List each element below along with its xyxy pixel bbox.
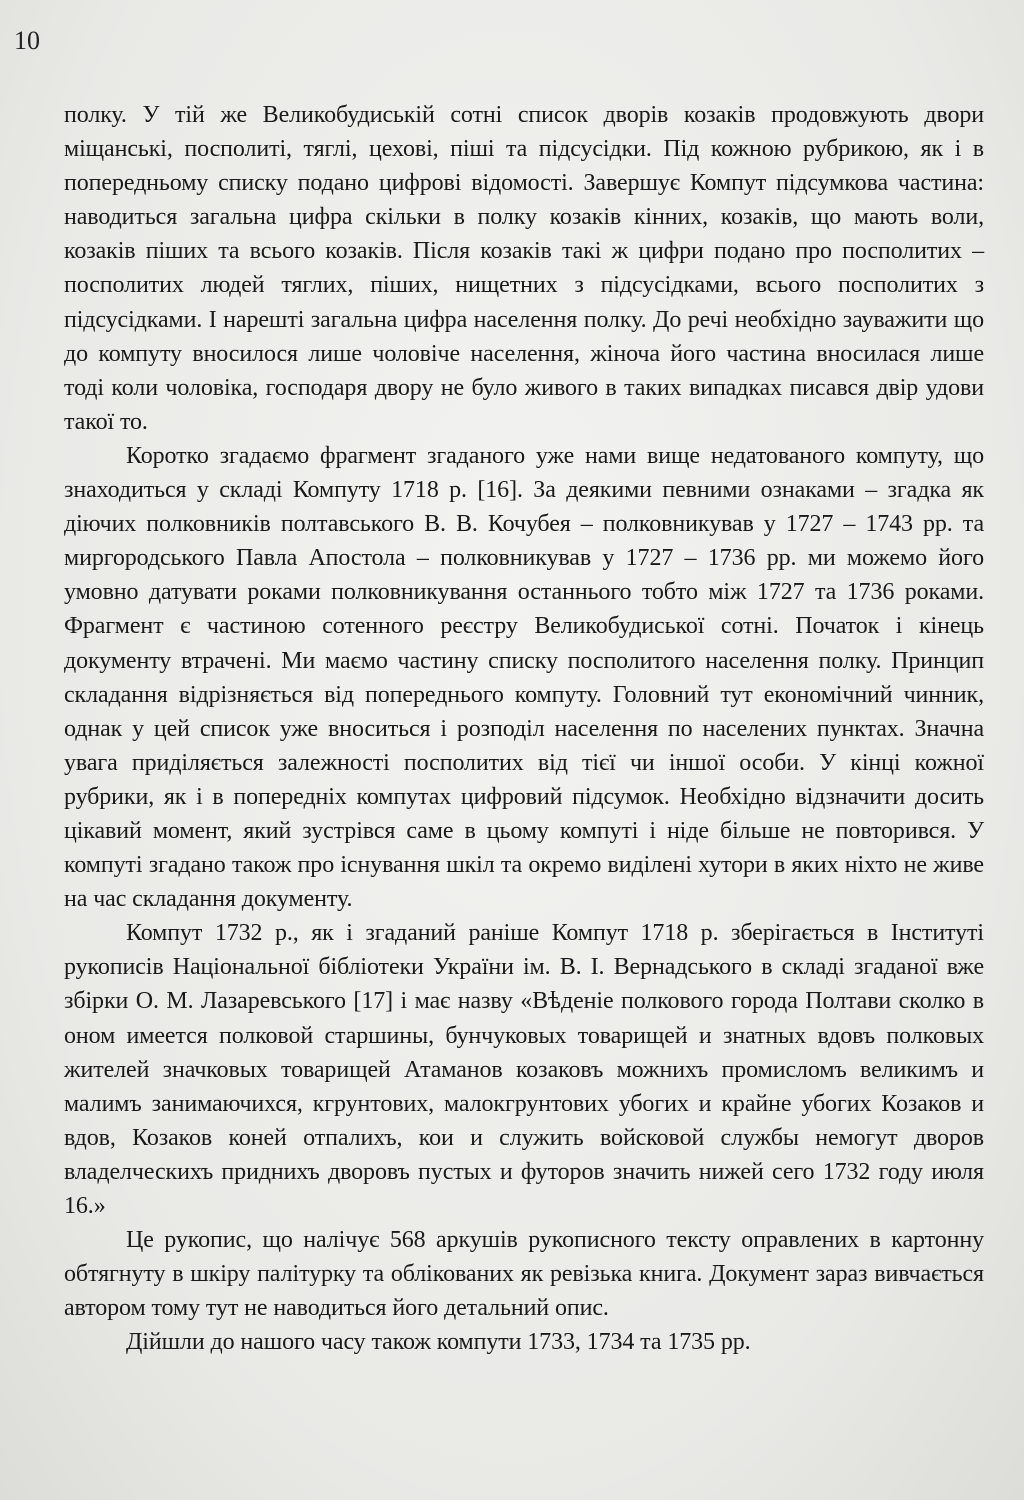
paragraph-1: полку. У тій же Великобудиській сотні список дворів козаків продовжують двори міщанські, посполиті, тяглі, цехові, піші та підсусідки. Під кожною рубрикою, як і в попередньому списку подано цифрові відомості. Завершує Компут підсумкова частина: наводиться загальна цифра скільки в полку козаків кінних, козаків, що мають воли, козаків піших та всього козаків. Після козаків такі ж цифри подано про посполитих – посполитих людей тяглих, піших, нищетних з підсусідками, всього посполитих з підсусідками. І нарешті загальна цифра населення полку. До речі необхідно зауважити що до компуту вносилося лише чоловіче населення, жіноча його частина вносилася лише тоді коли чоловіка, господаря двору не було живого в таких випадках писався двір удови такої то. <box>64 102 984 435</box>
paragraph-2: Коротко згадаємо фрагмент згаданого уже нами вище недатованого компуту, що знаходиться у складі Компуту 1718 р. [16]. За деякими певними ознаками – згадка як діючих полковників полтавського В. В. Кочубея – полковникував у 1727 – 1743 рр. та миргородського Павла Апостола – полковникував у 1727 – 1736 рр. ми можемо його умовно датувати роками полковникування останнього тобто між 1727 та 1736 роками. Фрагмент є частиною сотенного реєстру Великобудиської сотні. Початок і кінець документу втрачені. Ми маємо частину списку посполитого населення полку. Принцип складання відрізняється від попереднього компуту. Головний тут економічний чинник, однак у цей список уже вноситься і розподіл населення по населених пунктах. Значна увага приділяється залежності посполитих від тієї чи іншої особи. У кінці кожної рубрики, як і в попередніх компутах цифровий підсумок. Необхідно відзначити досить цікавий момент, який зустрівся саме в цьому компуті і ніде більше не повторився. У компуті згадано також про існування шкіл та окремо виділені хутори в яких ніхто не живе на час складання документу. <box>64 442 984 913</box>
body-text <box>64 98 984 1359</box>
paragraph-4: Це рукопис, що налічує 568 аркушів рукописного тексту оправлених в картонну обтягнуту в шкіру палітурку та облікованих як ревізька книга. Документ зараз вивчається автором тому тут не наводиться його детальний опис. <box>64 1227 984 1322</box>
paragraph-5: Дійшли до нашого часу також компути 1733, 1734 та 1735 рр. <box>126 1329 751 1356</box>
paragraph-3: Компут 1732 р., як і згаданий раніше Компут 1718 р. зберігається в Інституті рукописів Національної бібліотеки України ім. В. І. Вернадського в складі згаданої вже збірки О. М. Лазаревського [17] і має назву «Вѣденіе полкового города Полтави сколко в оном имеется полковой старшины, бунчуковых товарищей и знатных вдовъ полковых жителей значковых товарищей Атаманов козаковъ можнихъ промисломъ великимъ и малимъ занимаючихся, кгрунтових, малокгрунтових убогих и крайне убогих Козаков и вдов, Козаков коней отпалихъ, кои и служить войсковой службы немогут дворов владелческихъ приднихъ дворовъ пустых и футоров значить нижей сего 1732 году июля 16.» <box>64 920 984 1219</box>
page-number: 10 <box>14 26 40 55</box>
